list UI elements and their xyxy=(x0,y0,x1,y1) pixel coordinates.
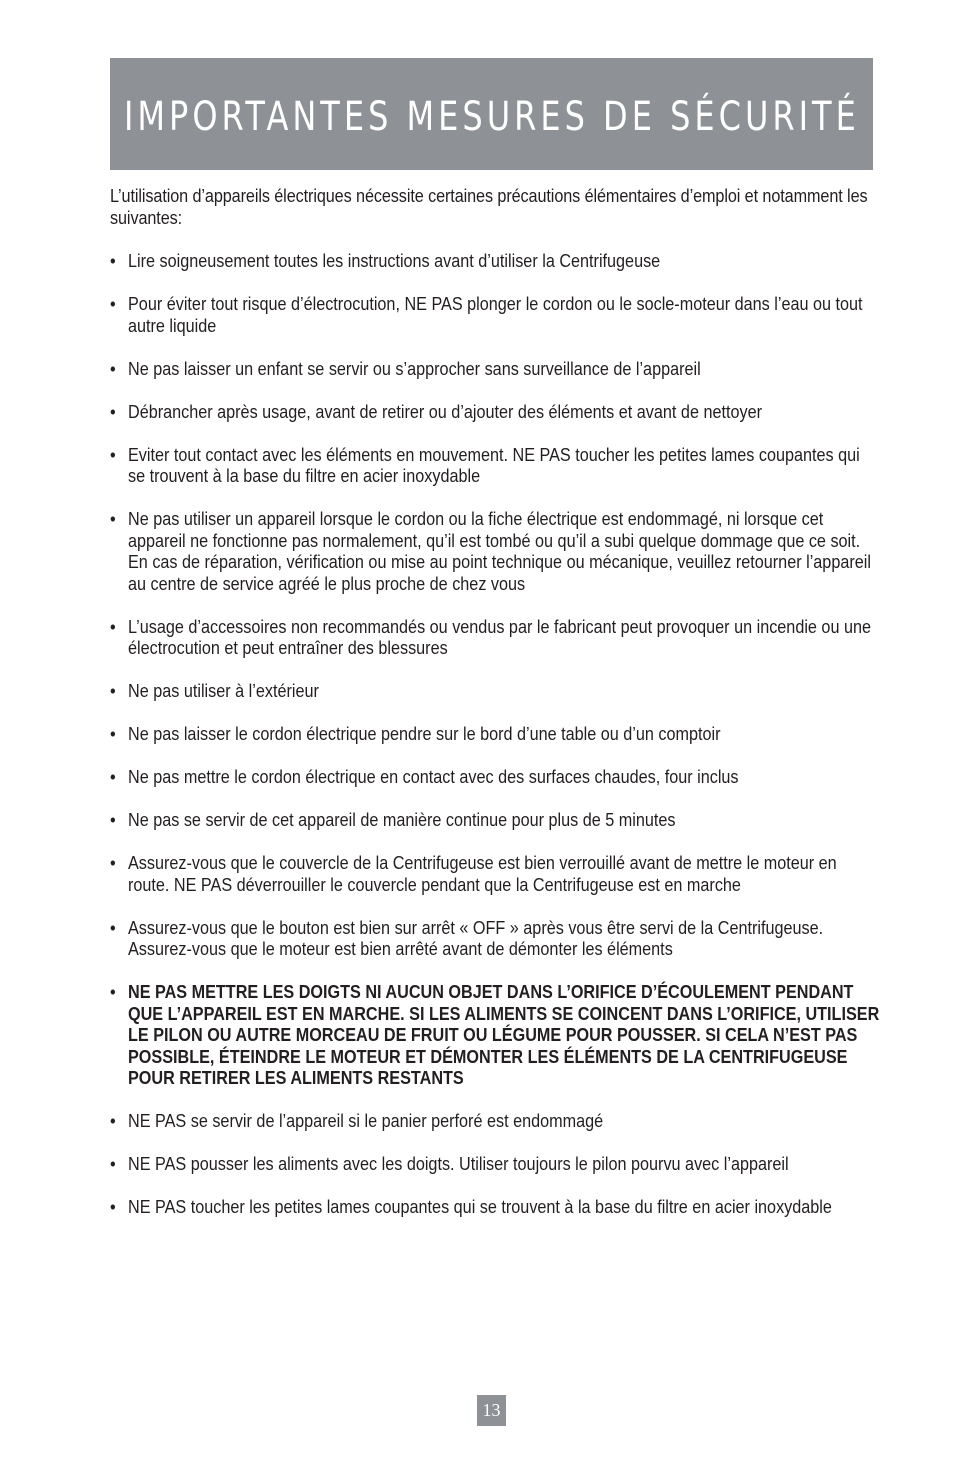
bullet-icon: • xyxy=(110,251,116,271)
list-item xyxy=(110,294,880,337)
page-number: 13 xyxy=(482,1400,501,1420)
bullet-icon: • xyxy=(110,681,116,701)
list-item-text: Pour éviter tout risque d’électrocution, NE PAS plonger le cordon ou le socle-moteur dans l’eau ou tout autre liquide xyxy=(128,294,863,336)
bullet-icon: • xyxy=(110,358,116,379)
bullet-icon: • xyxy=(110,616,116,637)
list-item-text: NE PAS toucher les petites lames coupantes qui se trouvent à la base du filtre en acier inoxydable xyxy=(128,1197,832,1217)
warning-text: NE PAS METTRE LES DOIGTS NI AUCUN OBJET DANS L’ORIFICE D’ÉCOULEMENT PENDANT QUE L’APPAREIL EST EN MARCHE. SI LES ALIMENTS SE COINCENT DANS L’ORIFICE, UTILISER LE PILON OU AUTRE MORCEAU DE FRUIT OU LÉGUME POUR POUSSER. SI CELA N’EST PAS POSSIBLE, ÉTEINDRE LE MOTEUR ET DÉMONTER LES ÉLÉMENTS DE LA CENTRIFUGEUSE POUR RETIRER LES ALIMENTS RESTANTS xyxy=(128,982,880,1088)
list-item-text: NE PAS se servir de l’appareil si le panier perforé est endommagé xyxy=(128,1111,604,1131)
list-item-text: Débrancher après usage, avant de retirer ou d’ajouter des éléments et avant de nettoyer xyxy=(128,401,762,422)
list-item-text: Ne pas utiliser un appareil lorsque le cordon ou la fiche électrique est endommagé, ni lorsque cet appareil ne fonctionne pas normalement, qu’il est tombé ou qu’il a subi quelque dommage que ce soit. En cas de réparation, vérification ou mise au point technique ou mécanique, veuillez retourner l’appareil au centre de service agréé le plus proche de chez vous xyxy=(128,509,871,594)
bullet-icon: • xyxy=(110,294,116,314)
page-title: IMPORTANTES MESURES DE SÉCURITÉ xyxy=(123,94,860,140)
bullet-icon: • xyxy=(110,810,116,830)
intro-paragraph: L’utilisation d’appareils électriques nécessite certaines précautions élémentaires d’emploi et notamment les suivantes: xyxy=(110,186,868,228)
list-item xyxy=(110,445,880,488)
list-item-text: Ne pas laisser le cordon électrique pendre sur le bord d’une table ou d’un comptoir xyxy=(128,724,721,744)
list-item xyxy=(110,1111,880,1133)
bullet-icon: • xyxy=(110,853,116,873)
safety-list xyxy=(110,251,880,1219)
list-item-text: Lire soigneusement toutes les instructions avant d’utiliser la Centrifugeuse xyxy=(128,251,661,271)
bullet-icon: • xyxy=(110,1154,116,1174)
list-item xyxy=(110,1154,880,1176)
bullet-icon: • xyxy=(110,509,116,529)
list-item-text: Assurez-vous que le couvercle de la Centrifugeuse est bien verrouillé avant de mettre le moteur en route. NE PAS déverrouiller le couvercle pendant que la Centrifugeuse est en marche xyxy=(128,853,837,895)
list-item xyxy=(110,918,880,961)
list-item xyxy=(110,724,880,746)
list-item xyxy=(110,810,880,832)
list-item xyxy=(110,251,880,273)
bullet-icon: • xyxy=(110,982,116,1002)
list-item xyxy=(110,767,880,789)
page-number-box xyxy=(477,1395,506,1426)
list-item xyxy=(110,853,880,896)
list-item xyxy=(110,359,880,381)
list-item xyxy=(110,681,880,703)
list-item xyxy=(110,509,880,595)
bullet-icon: • xyxy=(110,917,116,938)
bullet-icon: • xyxy=(110,1197,116,1217)
bullet-icon: • xyxy=(110,401,116,422)
list-item xyxy=(110,1197,880,1219)
list-item-text: L’usage d’accessoires non recommandés ou vendus par le fabricant peut provoquer un incendie ou une électrocution et peut entraîner des blessures xyxy=(128,616,871,658)
list-item-text: Ne pas se servir de cet appareil de manière continue pour plus de 5 minutes xyxy=(128,810,676,830)
warning-list-item xyxy=(110,982,880,1090)
list-item-text: NE PAS pousser les aliments avec les doigts. Utiliser toujours le pilon pourvu avec l’appareil xyxy=(128,1154,789,1174)
bullet-icon: • xyxy=(110,444,116,465)
header-banner xyxy=(110,58,873,170)
list-item xyxy=(110,402,880,424)
bullet-icon: • xyxy=(110,1111,116,1131)
bullet-icon: • xyxy=(110,767,116,787)
bullet-icon: • xyxy=(110,724,116,744)
list-item xyxy=(110,617,880,660)
list-item-text: Assurez-vous que le bouton est bien sur arrêt « OFF » après vous être servi de la Centrifugeuse. Assurez-vous que le moteur est bien arrêté avant de démonter les éléments xyxy=(128,917,824,959)
list-item-text: Ne pas laisser un enfant se servir ou s’approcher sans surveillance de l’appareil xyxy=(128,358,701,379)
list-item-text: Eviter tout contact avec les éléments en mouvement. NE PAS toucher les petites lames coupantes qui se trouvent à la base du filtre en acier inoxydable xyxy=(128,444,860,486)
safety-content xyxy=(110,186,880,1240)
list-item-text: Ne pas utiliser à l’extérieur xyxy=(128,681,319,701)
list-item-text: Ne pas mettre le cordon électrique en contact avec des surfaces chaudes, four inclus xyxy=(128,767,739,787)
